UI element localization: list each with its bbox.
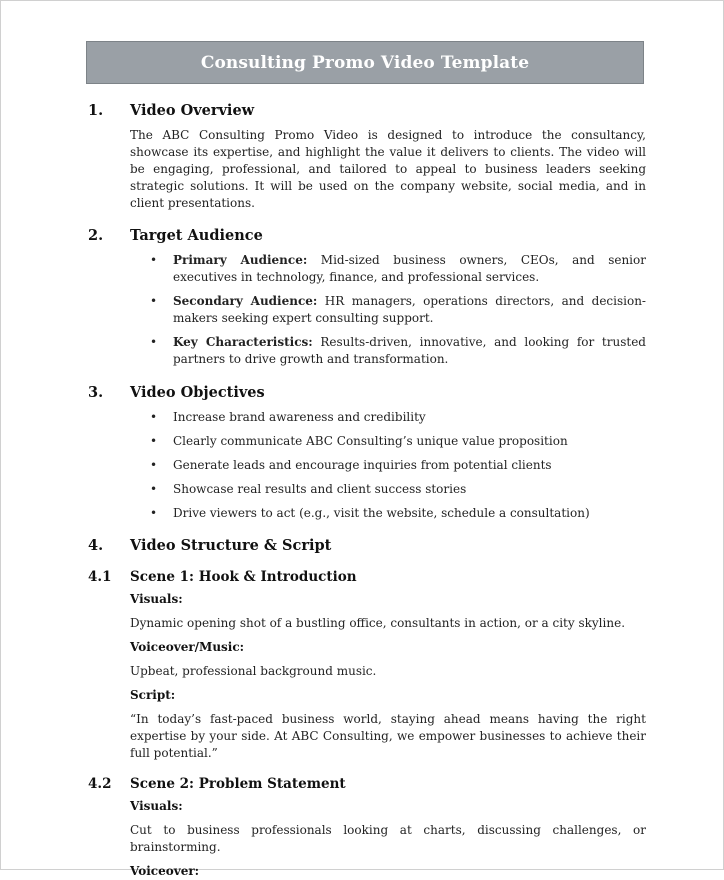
bullet-icon: • — [150, 458, 158, 472]
list-item — [130, 481, 646, 498]
list-item — [130, 252, 646, 286]
visuals-label: Visuals: — [130, 799, 183, 813]
audience-list — [130, 252, 646, 368]
list-item — [130, 334, 646, 368]
item-label: Primary Audience: — [173, 253, 308, 267]
voiceover-text: Upbeat, professional background music. — [130, 664, 377, 678]
objectives-list — [130, 409, 646, 522]
list-item — [130, 293, 646, 327]
voiceover-label: Voiceover: — [130, 864, 200, 878]
section-title: Video Overview — [130, 102, 255, 119]
section-number: 2. — [88, 227, 104, 244]
document-body — [88, 102, 646, 880]
list-item — [130, 409, 646, 426]
section-title: Target Audience — [130, 227, 263, 244]
item-text: Showcase real results and client success stories — [173, 482, 467, 496]
item-text: Results-driven, innovative, and looking for trusted partners to drive growth and transformation. — [173, 335, 646, 366]
subsection-heading-scene-1 — [88, 569, 646, 585]
script-label: Script: — [130, 688, 176, 702]
item-label: Secondary Audience: — [173, 294, 318, 308]
item-label: Key Characteristics: — [173, 335, 313, 349]
section-heading-video-overview — [88, 102, 646, 119]
bullet-icon: • — [150, 506, 158, 520]
item-text: Clearly communicate ABC Consulting’s unique value proposition — [173, 434, 568, 448]
section-number: 3. — [88, 384, 104, 401]
section-number: 4. — [88, 537, 104, 554]
visuals-text: Cut to business professionals looking at charts, discussing challenges, or brainstorming. — [130, 823, 646, 854]
section-heading-video-objectives — [88, 384, 646, 401]
item-text: Mid-sized business owners, CEOs, and senior executives in technology, finance, and professional services. — [173, 253, 646, 284]
section-paragraph — [130, 127, 646, 212]
section-number: 4.2 — [88, 776, 112, 792]
voiceover-label: Voiceover/Music: — [130, 640, 245, 654]
section-title: Scene 2: Problem Statement — [130, 776, 346, 792]
script-text: “In today’s fast-paced business world, staying ahead means having the right expertise by your side. At ABC Consulting, we empower businesses to achieve their full potential.” — [130, 712, 646, 760]
bullet-icon: • — [150, 482, 158, 496]
list-item — [130, 433, 646, 450]
bullet-icon: • — [150, 410, 158, 424]
document-title: Consulting Promo Video Template — [200, 52, 530, 73]
item-text: HR managers, operations directors, and decision-makers seeking expert consulting support. — [173, 294, 646, 325]
visuals-label: Visuals: — [130, 592, 183, 606]
subsection-heading-scene-2 — [88, 776, 646, 792]
list-item — [130, 457, 646, 474]
section-number: 1. — [88, 102, 104, 119]
item-text: Generate leads and encourage inquiries from potential clients — [173, 458, 552, 472]
item-text: Drive viewers to act (e.g., visit the website, schedule a consultation) — [173, 506, 590, 520]
section-number: 4.1 — [88, 569, 112, 585]
bullet-icon: • — [150, 434, 158, 448]
section-heading-video-structure — [88, 537, 646, 554]
list-item — [130, 505, 646, 522]
visuals-text: Dynamic opening shot of a bustling office, consultants in action, or a city skyline. — [130, 616, 626, 630]
section-heading-target-audience — [88, 227, 646, 244]
section-title: Video Structure & Script — [130, 537, 332, 554]
section-title: Scene 1: Hook & Introduction — [130, 569, 357, 585]
section-title: Video Objectives — [130, 384, 265, 401]
overview-paragraph: The ABC Consulting Promo Video is designed to introduce the consultancy, showcase its expertise, and highlight the value it delivers to clients. The video will be engaging, professional, and tailored to appeal to business leaders seeking strategic solutions. It will be used on the company website, social media, and in client presentations. — [130, 128, 646, 210]
title-banner — [86, 41, 644, 84]
bullet-icon: • — [150, 335, 158, 349]
bullet-icon: • — [150, 294, 158, 308]
bullet-icon: • — [150, 253, 158, 267]
item-text: Increase brand awareness and credibility — [173, 410, 426, 424]
